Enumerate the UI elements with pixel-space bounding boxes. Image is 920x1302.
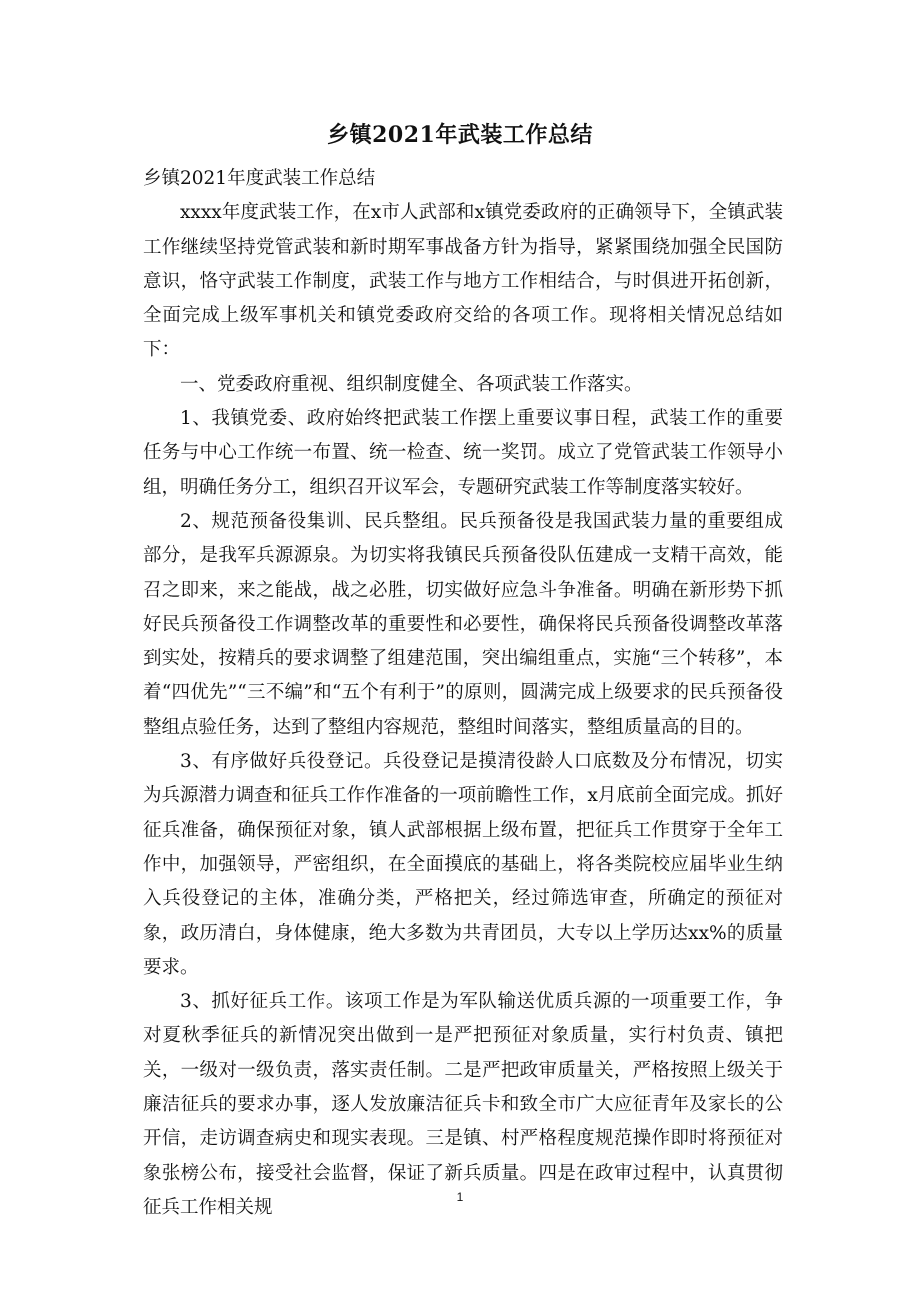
paragraph-item-1: 1、我镇党委、政府始终把武装工作摆上重要议事日程，武装工作的重要任务与中心工作统一布置、统一检查、统一奖罚。成立了党管武装工作领导小组，明确任务分工，组织召开议军会，专题研究武装工作等制度落实较好。 xyxy=(143,408,783,498)
paragraph-item-3b: 3、抓好征兵工作。该项工作是为军队输送优质兵源的一项重要工作，争对夏秋季征兵的新情况突出做到一是严把预征对象质量，实行村负责、镇把关，一级对一级负责，落实责任制。二是严把政审质量关，严格按照上级关于廉洁征兵的要求办事，逐人发放廉洁征兵卡和致全市广大应征青年及家长的公开信，走访调查病史和现实表现。三是镇、村严格程度规范操作即时将预征对象张榜公布，接受社会监督，保证了新兵质量。四是在政审过程中，认真贯彻征兵工作相关规 xyxy=(143,991,783,1218)
paragraph-section-heading: 一、党委政府重视、组织制度健全、各项武装工作落实。 xyxy=(180,373,643,395)
document-title: 乡镇2021年武装工作总结 xyxy=(327,122,593,148)
document-subtitle: 乡镇2021年度武装工作总结 xyxy=(143,168,376,189)
paragraph-item-2: 2、规范预备役集训、民兵整组。民兵预备役是我国武装力量的重要组成部分，是我军兵源源泉。为切实将我镇民兵预备役队伍建成一支精干高效，能召之即来，来之能战，战之必胜，切实做好应急斗争准备。明确在新形势下抓好民兵预备役工作调整改革的重要性和必要性，确保将民兵预备役调整改革落到实处，按精兵的要求调整了组建范围，突出编组重点，实施“三个转移”，本着“四优先”“三不编”和“五个有利于”的原则，圆满完成上级要求的民兵预备役整组点验任务，达到了整组内容规范，整组时间落实，整组质量高的目的。 xyxy=(143,510,783,738)
page-number: 1 xyxy=(456,1190,464,1204)
paragraph-intro: xxxx年度武装工作，在x市人武部和x镇党委政府的正确领导下，全镇武装工作继续坚持党管武装和新时期军事战备方针为指导，紧紧围绕加强全民国防意识，恪守武装工作制度，武装工作与地方工作相结合，与时俱进开拓创新，全面完成上级军事机关和镇党委政府交给的各项工作。现将相关情况总结如下： xyxy=(143,202,783,361)
paragraph-item-3: 3、有序做好兵役登记。兵役登记是摸清役龄人口底数及分布情况，切实为兵源潜力调查和征兵工作作准备的一项前瞻性工作，x月底前全面完成。抓好征兵准备，确保预征对象，镇人武部根据上级布置，把征兵工作贯穿于全年工作中，加强领导，严密组织，在全面摸底的基础上，将各类院校应届毕业生纳入兵役登记的主体，准确分类，严格把关，经过筛选审查，所确定的预征对象，政历清白，身体健康，绝大多数为共青团员，大专以上学历达xx%的质量要求。 xyxy=(143,751,783,978)
document-body xyxy=(143,162,783,1225)
